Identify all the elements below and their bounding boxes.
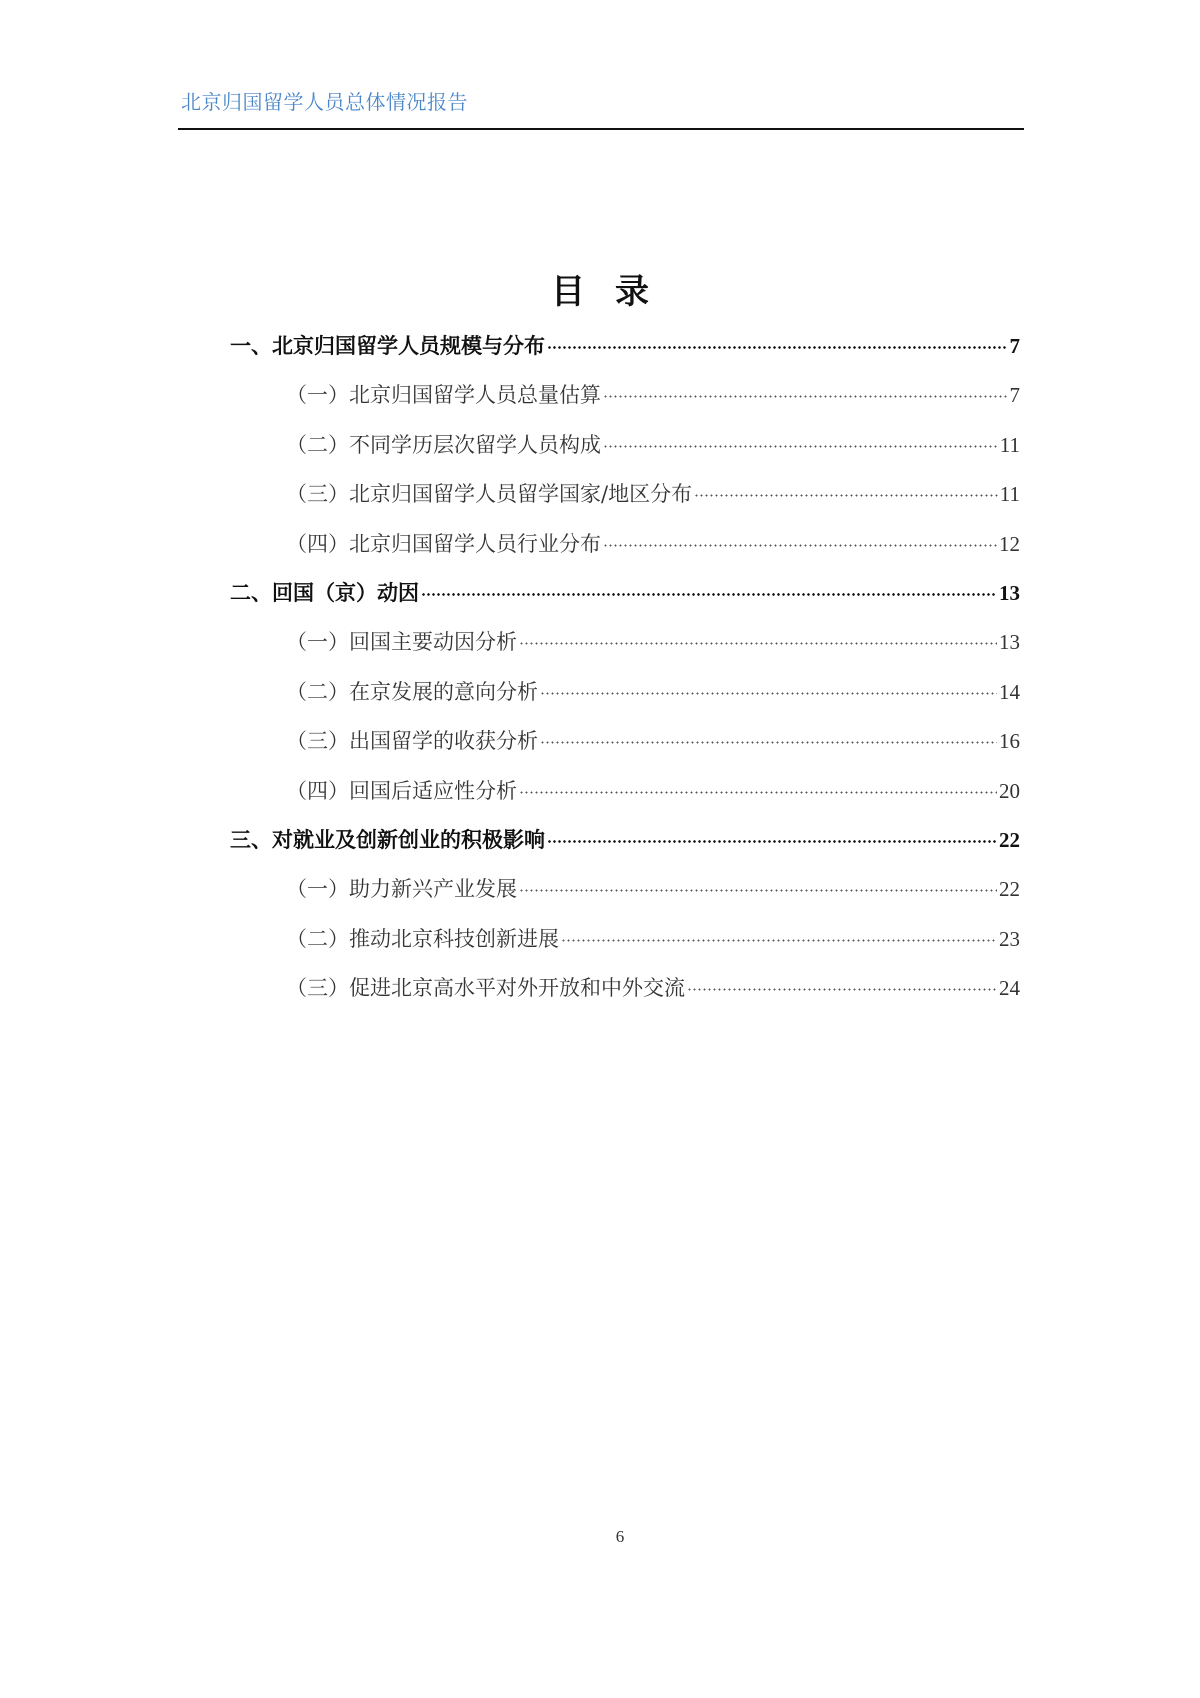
toc-entry-section-1-2[interactable] [230,429,1020,478]
toc-entry-label: （一）助力新兴产业发展 [286,877,517,902]
dot-leader [547,840,997,843]
toc-entry-page: 13 [999,580,1020,605]
toc-entry-label: （三）促进北京高水平对外开放和中外交流 [286,976,685,1001]
dot-leader [603,445,998,448]
toc-entry-page: 11 [999,432,1020,457]
toc-entry-label: 一、北京归国留学人员规模与分布 [230,334,545,358]
toc-entry-section-2-3[interactable] [230,725,1020,774]
dot-leader [540,741,997,744]
dot-leader [603,395,1008,398]
toc-entry-label: （三）出国留学的收获分析 [286,729,538,754]
dot-leader [519,889,997,892]
toc-entry-section-2-2[interactable] [230,676,1020,725]
toc-entry-page: 11 [999,482,1020,507]
toc-entry-section-1-4[interactable] [230,528,1020,577]
toc-entry-page: 22 [999,877,1020,902]
toc-entry-section-2-4[interactable] [230,775,1020,824]
header-divider [178,128,1024,130]
dot-leader [547,346,1008,349]
toc-entry-section-2-1[interactable] [230,626,1020,675]
toc-entry-page: 13 [999,630,1020,655]
toc-entry-label: （一）回国主要动因分析 [286,630,517,655]
toc-entry-label: （二）在京发展的意向分析 [286,679,538,704]
dot-leader [519,791,997,794]
dot-leader [540,692,997,695]
table-of-contents [230,330,1020,1021]
dot-leader [687,988,997,991]
toc-entry-chapter-2[interactable] [230,577,1020,626]
toc-heading: 目录 [551,272,679,312]
toc-entry-label: 二、回国（京）动因 [230,580,419,605]
running-header-title: 北京归国留学人员总体情况报告 [181,90,468,114]
toc-entry-section-3-1[interactable] [230,873,1020,922]
toc-entry-page: 24 [999,976,1020,1001]
toc-entry-section-1-3[interactable] [230,478,1020,527]
toc-entry-chapter-1[interactable] [230,330,1020,379]
toc-entry-chapter-3[interactable] [230,824,1020,873]
toc-entry-label: （四）回国后适应性分析 [286,778,517,803]
toc-entry-page: 7 [1009,334,1020,358]
toc-entry-label: （二）不同学历层次留学人员构成 [286,432,601,457]
toc-entry-page: 16 [999,729,1020,754]
toc-entry-label: 三、对就业及创新创业的积极影响 [230,827,545,852]
toc-entry-page: 23 [999,926,1020,951]
dot-leader [694,494,998,497]
dot-leader [421,593,997,596]
toc-entry-page: 12 [999,531,1020,556]
toc-entry-label: （三）北京归国留学人员留学国家/地区分布 [286,482,693,507]
dot-leader [519,642,997,645]
toc-entry-label: （四）北京归国留学人员行业分布 [286,531,601,556]
toc-entry-label: （二）推动北京科技创新进展 [286,926,559,951]
toc-entry-page: 7 [1009,383,1020,408]
dot-leader [561,939,997,942]
toc-entry-section-3-2[interactable] [230,923,1020,972]
dot-leader [603,544,997,547]
toc-entry-page: 22 [999,827,1020,852]
toc-entry-page: 20 [999,778,1020,803]
toc-entry-label: （一）北京归国留学人员总量估算 [286,383,601,408]
page-number: 6 [615,1527,625,1546]
toc-entry-section-3-3[interactable] [230,972,1020,1021]
toc-entry-page: 14 [999,679,1020,704]
toc-entry-section-1-1[interactable] [230,379,1020,428]
